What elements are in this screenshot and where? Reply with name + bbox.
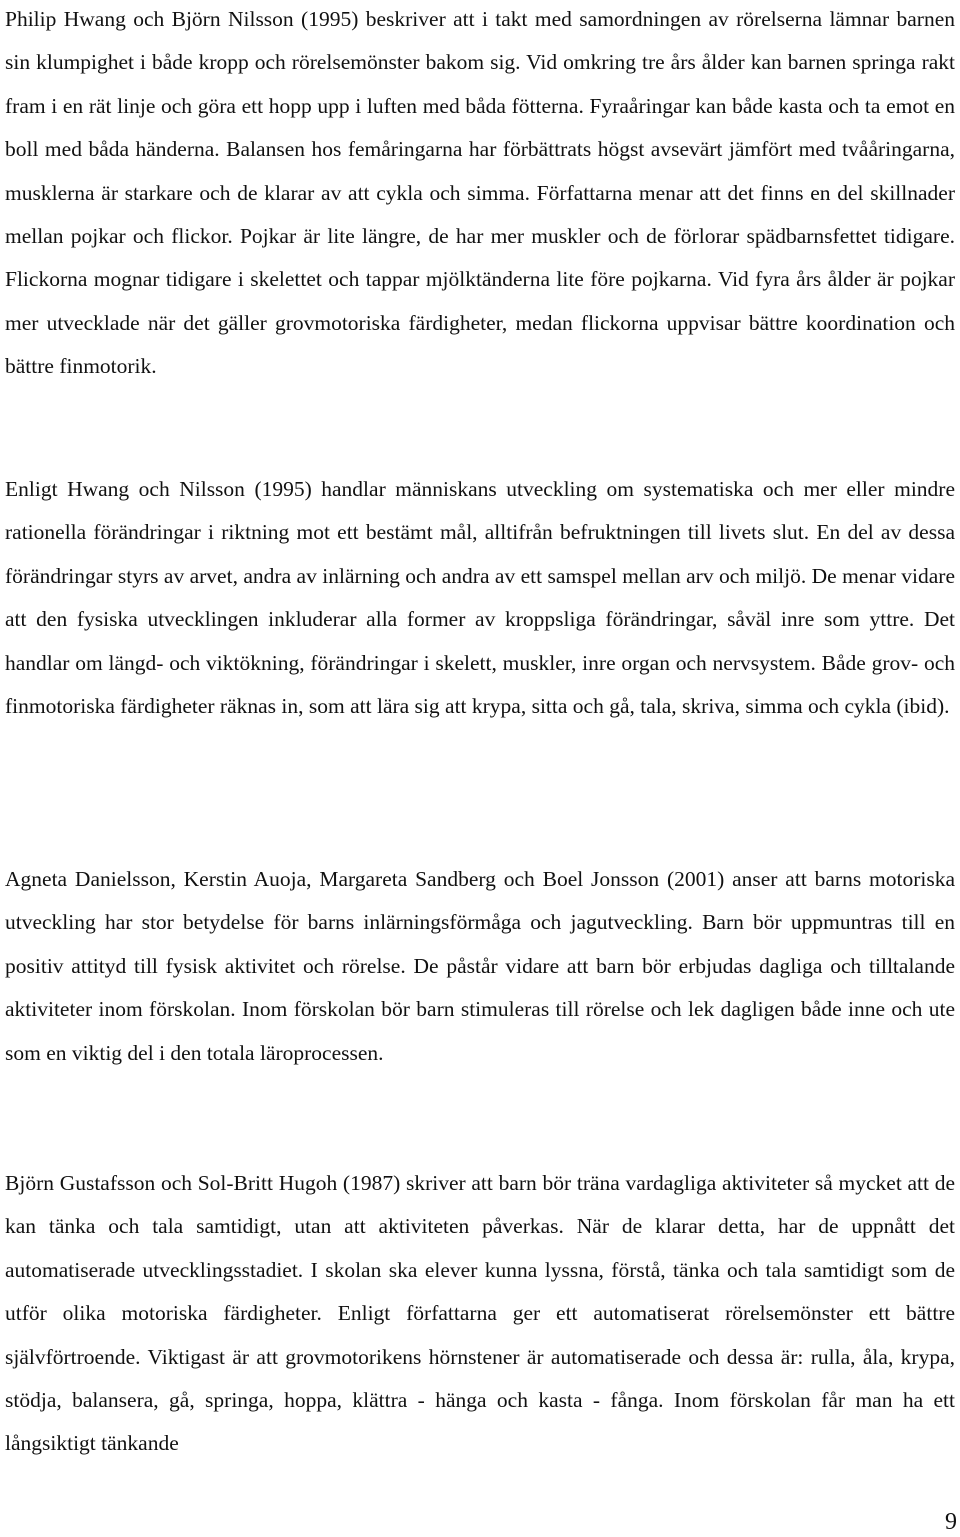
paragraph-2: Enligt Hwang och Nilsson (1995) handlar människans utveckling om systematiska och mer eller mindre rationella förändringar i riktning mot ett bestämt mål, alltifrån befruktningen till livets slut. En del av dessa förändringar styrs av arvet, andra av inlärning och andra av ett samspel mellan arv och miljö. De menar vidare att den fysiska utvecklingen inkluderar alla former av kroppsliga förändringar, såväl inre som yttre. Det handlar om längd- och viktökning, förändringar i skelett, muskler, inre organ och nervsystem. Både grov- och finmotoriska färdigheter räknas in, som att lära sig att krypa, sitta och gå, tala, skriva, simma och cykla (ibid). [5,477,955,719]
paragraph-1: Philip Hwang och Björn Nilsson (1995) beskriver att i takt med samordningen av rörelserna lämnar barnen sin klumpighet i både kropp och rörelsemönster bakom sig. Vid omkring tre års ålder kan barnen springa rakt fram i en rät linje och göra ett hopp upp i luften med båda fötterna. Fyraåringar kan både kasta och ta emot en boll med båda händerna. Balansen hos femåringarna har förbättrats högst avsevärt jämfört med tvååringarna, musklerna är starkare och de klarar av att cykla och simma. Författarna menar att det finns en del skillnader mellan pojkar och flickor. Pojkar är lite längre, de har mer muskler och de förlorar spädbarnsfettet tidigare. Flickorna mognar tidigare i skelettet och tappar mjölktänderna lite före pojkarna. Vid fyra års ålder är pojkar mer utvecklade när det gäller grovmotoriska färdigheter, medan flickorna uppvisar bättre koordination och bättre finmotorik. [5,7,955,379]
paragraph-3: Agneta Danielsson, Kerstin Auoja, Margareta Sandberg och Boel Jonsson (2001) anser att barns motoriska utveckling har stor betydelse för barns inlärningsförmåga och jagutveckling. Barn bör uppmuntras till en positiv attityd till fysisk aktivitet och rörelse. De påstår vidare att barn bör erbjudas dagliga och tilltalande aktiviteter inom förskolan. Inom förskolan bör barn stimuleras till rörelse och lek dagligen både inne och ute som en viktig del i den totala läroprocessen. [5,867,955,1065]
paragraph-4: Björn Gustafsson och Sol-Britt Hugoh (1987) skriver att barn bör träna vardagliga aktiviteter så mycket att de kan tänka och tala samtidigt, utan att aktiviteten påverkas. När de klarar detta, har de uppnått det automatiserade utvecklingsstadiet. I skolan ska elever kunna lyssna, förstå, tänka och tala samtidigt som de utför olika motoriska färdigheter. Enligt författarna ger ett automatiserat rörelsemönster ett bättre självförtroende. Viktigast är att grovmotorikens hörnstener är automatiserade och dessa är: rulla, åla, krypa, stödja, balansera, gå, springa, hoppa, klättra - hänga och kasta - fånga. Inom förskolan får man ha ett långsiktigt tänkande [5,1171,955,1456]
page-number: 9 [945,1509,957,1535]
